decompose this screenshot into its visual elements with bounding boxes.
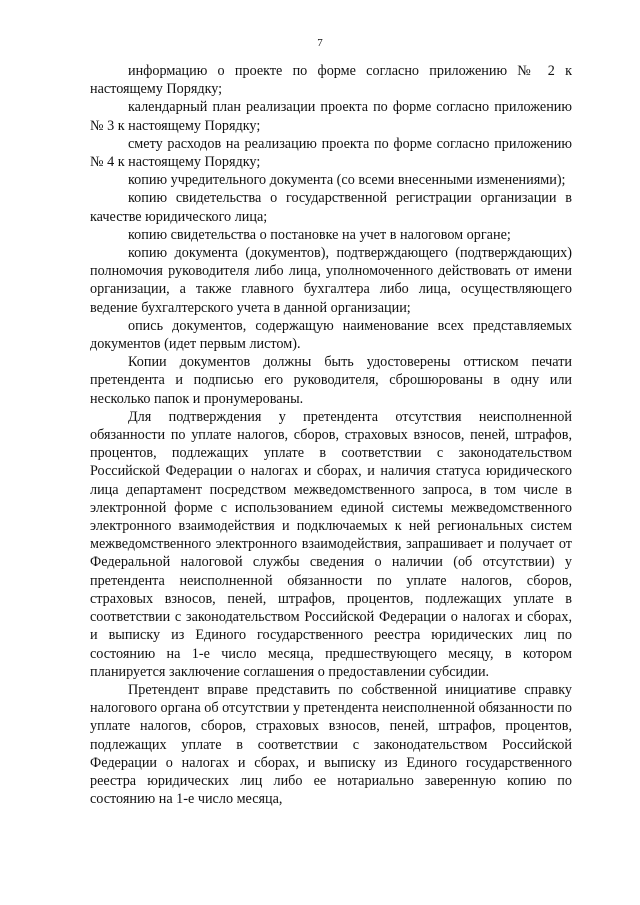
paragraph-cost-estimate: смету расходов на реализацию проекта по форме согласно приложению № 4 к настоящему Порядку; [90, 135, 572, 171]
page-number: 7 [317, 37, 323, 49]
paragraph-inventory: опись документов, содержащую наименование всех представляемых документов (идет первым листом). [90, 317, 572, 353]
paragraph-founding-document: копию учредительного документа (со всеми внесенными изменениями); [128, 172, 566, 189]
paragraph-registration-certificate: копию свидетельства о государственной регистрации организации в качестве юридического лица; [90, 190, 572, 225]
paragraph-copies-certification: Копии документов должны быть удостоверены оттиском печати претендента и подписью его руководителя, сброшюрованы в одну или несколько папок и пронумерованы. [90, 354, 572, 407]
paragraph-authority-documents: копию документа (документов), подтверждающего (подтверждающих) полномочия руководителя либо лица, уполномоченного действовать от имени организации, а также главного бухгалтера либо лица, осуществляющего ведение бухгалтерского учета в данной организации; [90, 245, 572, 316]
paragraph-interagency-request: Для подтверждения у претендента отсутствия неисполненной обязанности по уплате налогов, сборов, страховых взносов, пеней, штрафов, процентов, подлежащих уплате в соответствии с законодательством Российской Федерации о налогах и сборах, и наличия статуса юридического лица департамент посредством межведомственного запроса, в том числе в электронной форме с использованием единой системы межведомственного электронного взаимодействия и подключаемых к ней региональных систем межведомственного электронного взаимодействия, запрашивает и получает от Федеральной налоговой службы сведения о наличии (об отсутствии) у претендента неисполненной обязанности по уплате налогов, сборов, страховых взносов, пеней, штрафов, процентов, подлежащих уплате в соответствии с законодательством Российской Федерации о налогах и сборах, и выписку из Единого государственного реестра юридических лиц по состоянию на 1-е число месяца, предшествующего месяцу, в котором планируется заключение соглашения о предоставлении субсидии. [90, 408, 572, 680]
document-body [90, 62, 572, 808]
paragraph-project-info: информацию о проекте по форме согласно приложению № 2 к настоящему Порядку; [90, 63, 572, 98]
paragraph-tax-registration: копию свидетельства о постановке на учет в налоговом органе; [128, 226, 511, 243]
paragraph-own-initiative: Претендент вправе представить по собственной инициативе справку налогового органа об отсутствии у претендента неисполненной обязанности по уплате налогов, сборов, страховых взносов, пеней, штрафов, процентов, подлежащих уплате в соответствии с законодательством Российской Федерации о налогах и сборах, и выписку из Единого государственного реестра юридических лиц либо ее нотариально заверенную копию по состоянию на 1-е число месяца, [90, 681, 572, 808]
paragraph-calendar-plan: календарный план реализации проекта по форме согласно приложению № 3 к настоящему Порядку; [90, 99, 572, 134]
